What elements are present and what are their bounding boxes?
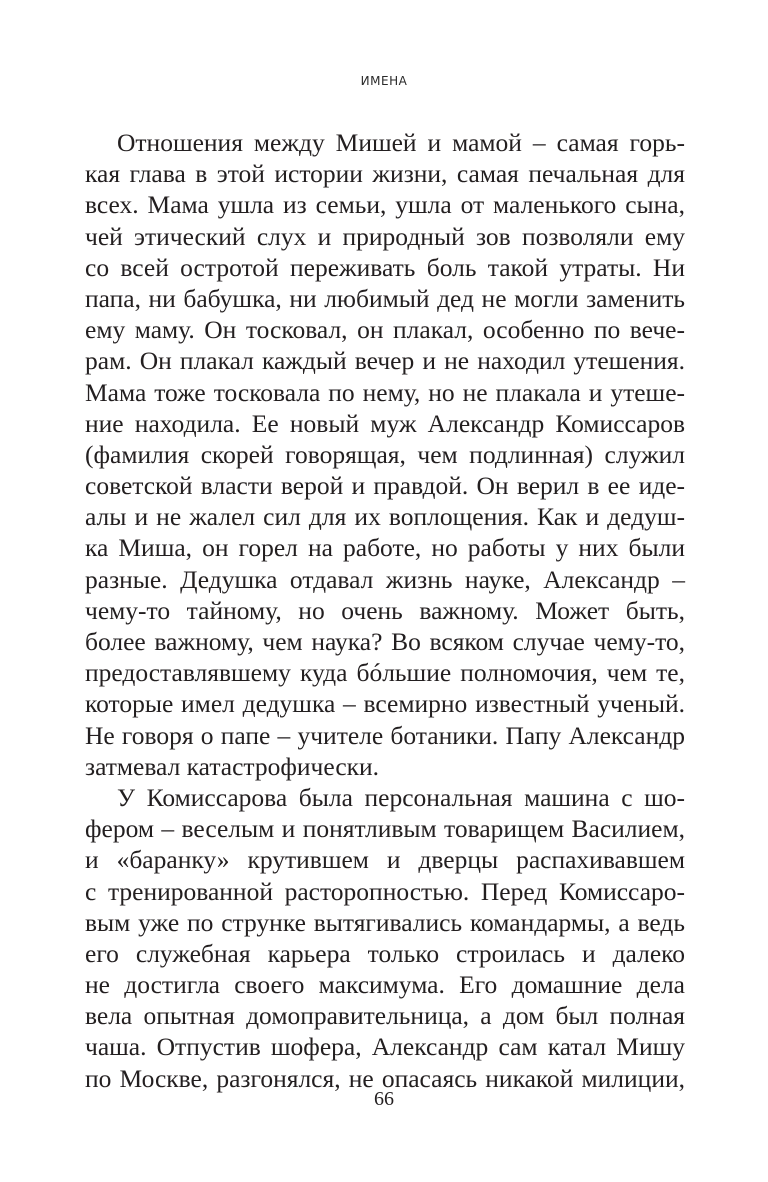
text-line: алы и не жалел сил для их воплощения. Как и дедуш-	[85, 502, 685, 532]
text-line: всех. Мама ушла из семьи, ушла от маленького сына,	[85, 190, 685, 220]
text-line: более важному, чем наука? Во всяком случае чему-то,	[85, 627, 685, 656]
text-line: предоставлявшему куда бóльшие полномочия, чем те,	[85, 658, 685, 688]
paragraph-2	[85, 782, 685, 1094]
text-line: и «баранку» крутившем и дверцы распахивавшем	[85, 845, 685, 875]
text-line: фером – веселым и понятливым товарищем Василием,	[85, 814, 685, 844]
body-text	[85, 127, 685, 1094]
text-line: вела опытная домоправительница, а дом был полная	[85, 1001, 685, 1031]
text-line: его служебная карьера только строилась и далеко	[85, 938, 685, 968]
text-line: ние находила. Ее новый муж Александр Комиссаров	[85, 408, 685, 438]
paragraph-1	[85, 127, 685, 782]
text-line: Мама тоже тосковала по нему, но не плакала и утеше-	[85, 377, 685, 407]
text-line: У Комиссарова была персональная машина с шо-	[117, 782, 685, 812]
text-line: папа, ни бабушка, ни любимый дед не могли заменить	[85, 283, 685, 313]
text-line: не достигла своего максимума. Его домашние дела	[85, 970, 685, 1000]
text-line: разные. Дедушка отдавал жизнь науке, Александр –	[85, 564, 685, 594]
text-line: ему маму. Он тосковал, он плакал, особенно по вече-	[85, 315, 685, 345]
text-line: которые имел дедушка – всемирно известный ученый.	[85, 689, 685, 719]
text-line: чей этический слух и природный зов позволяли ему	[85, 221, 685, 251]
text-line: затмевал катастрофически.	[85, 751, 380, 781]
text-line: (фамилия скорей говорящая, чем подлинная) служил	[85, 439, 685, 469]
text-line: вым уже по струнке вытягивались командармы, а ведь	[85, 907, 685, 937]
text-line: с тренированной расторопностью. Перед Комиссаро-	[85, 876, 685, 906]
text-line: рам. Он плакал каждый вечер и не находил утешения.	[85, 346, 685, 376]
text-line: по Москве, разгонялся, не опасаясь никакой милиции,	[85, 1063, 685, 1093]
running-head: ИМЕНА	[360, 74, 408, 88]
text-line: Отношения между Мишей и мамой – самая горь-	[117, 128, 685, 157]
text-line: чаша. Отпустив шофера, Александр сам катал Мишу	[85, 1032, 685, 1062]
text-line: кая глава в этой истории жизни, самая печальная для	[85, 159, 685, 189]
text-line: со всей остротой переживать боль такой утраты. Ни	[85, 252, 685, 282]
page-number: 66	[374, 1088, 394, 1110]
text-line: чему-то тайному, но очень важному. Может быть,	[85, 595, 685, 625]
text-line: ка Миша, он горел на работе, но работы у них были	[85, 533, 685, 563]
text-line: Не говоря о папе – учителе ботаники. Папу Александр	[85, 720, 685, 750]
text-line: советской власти верой и правдой. Он верил в ее иде-	[85, 471, 685, 501]
